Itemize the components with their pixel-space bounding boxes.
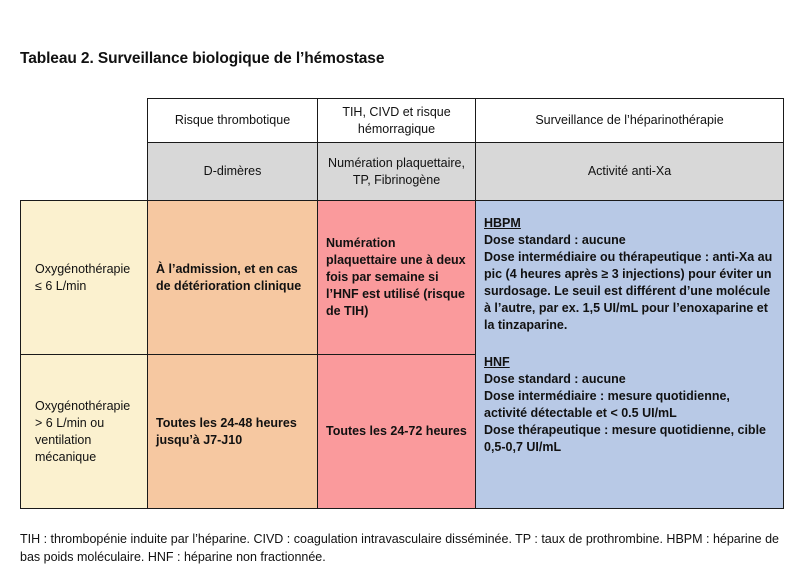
subheader-d-dimeres: D-dimères (148, 143, 318, 201)
subheader-row (21, 143, 784, 201)
cell-thrombotic-row2: Toutes les 24-48 heures jusqu’à J7-J10 (148, 355, 318, 509)
cell-tih-row2: Toutes les 24-72 heures (318, 355, 476, 509)
hemostasis-table (20, 98, 784, 509)
row-label-high-oxygen: Oxygénothérapie > 6 L/min ou ventilation mécanique (21, 355, 148, 509)
header-row (21, 99, 784, 143)
header-surveillance: Surveillance de l’héparinothérapie (476, 99, 784, 143)
hnf-line: Dose standard : aucune (484, 372, 626, 386)
empty-corner-cell-2 (21, 143, 148, 201)
footnote: TIH : thrombopénie induite par l’héparine. CIVD : coagulation intravasculaire disséminée. TP : taux de prothrombine. HBPM : héparine de bas poids moléculaire. HNF : héparine non fractionnée. (20, 532, 779, 564)
empty-corner-cell (21, 99, 148, 143)
table-title: Tableau 2. Surveillance biologique de l’hémostase (20, 50, 385, 67)
table-row (21, 201, 784, 355)
cell-surveillance (476, 201, 784, 509)
subheader-numeration: Numération plaquettaire, TP, Fibrinogène (318, 143, 476, 201)
hnf-line: Dose thérapeutique : mesure quotidienne, cible 0,5-0,7 UI/mL (484, 423, 766, 454)
hnf-heading: HNF (484, 355, 510, 369)
cell-tih-row1: Numération plaquettaire une à deux fois par semaine si l’HNF est utilisé (risque de TIH) (318, 201, 476, 355)
row-label-low-oxygen: Oxygénothérapie ≤ 6 L/min (21, 201, 148, 355)
cell-thrombotic-row1: À l’admission, et en cas de détérioration clinique (148, 201, 318, 355)
hbpm-line: Dose standard : aucune (484, 233, 626, 247)
hbpm-heading: HBPM (484, 216, 521, 230)
subheader-anti-xa: Activité anti-Xa (476, 143, 784, 201)
header-tih-civd: TIH, CIVD et risque hémorragique (318, 99, 476, 143)
hbpm-line: Dose intermédiaire ou thérapeutique : anti-Xa au pic (4 heures après ≥ 3 injections) pour éviter un surdosage. Le seuil est différent d’une molécule à l’autre, par ex. 1,5 UI/mL pour l’enoxaparine et la tinzaparine. (484, 250, 773, 332)
header-risque-thrombotique: Risque thrombotique (148, 99, 318, 143)
hnf-line: Dose intermédiaire : mesure quotidienne, activité détectable et < 0.5 UI/mL (484, 389, 730, 420)
